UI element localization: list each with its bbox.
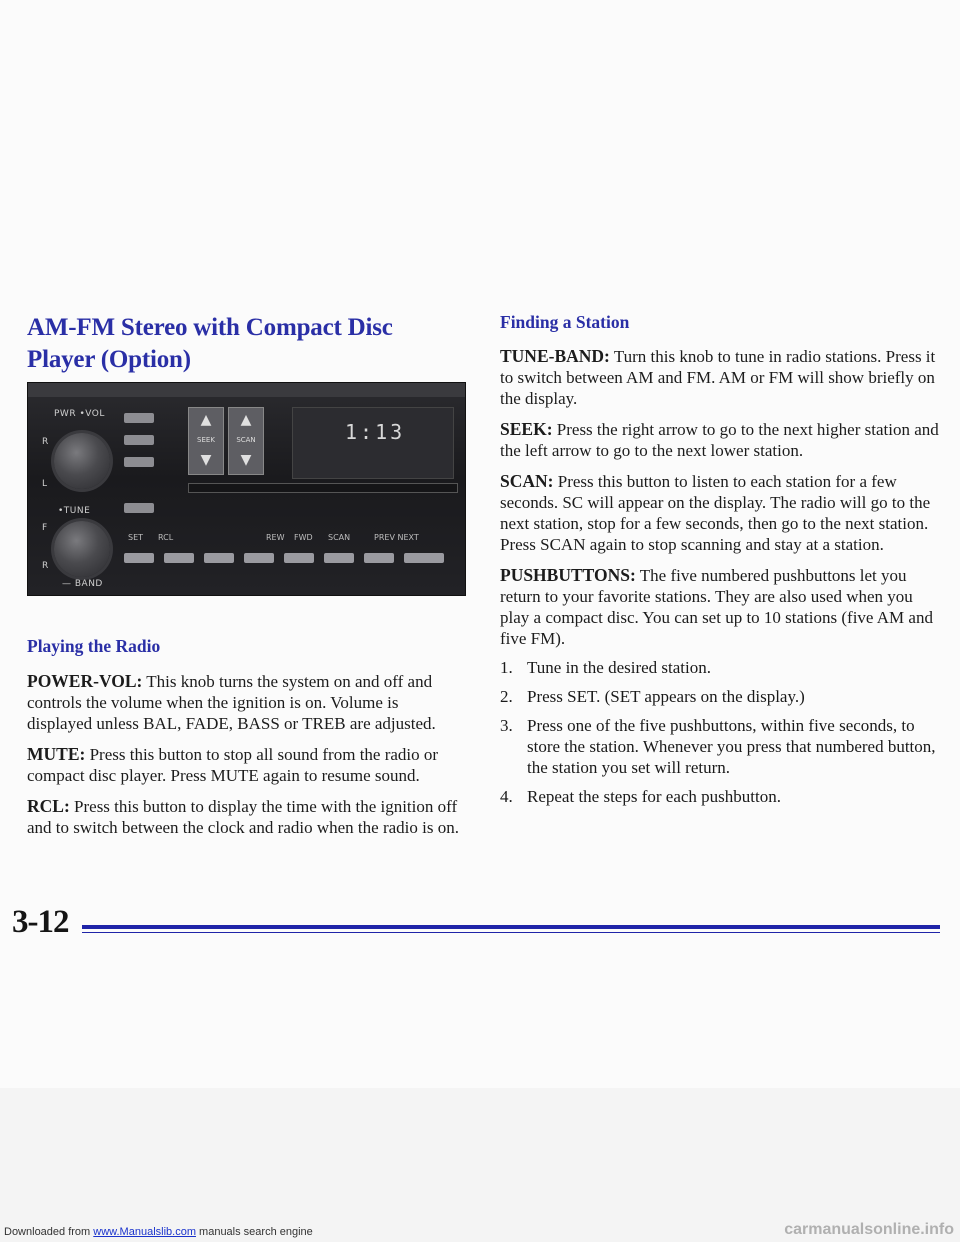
preset-button	[164, 553, 194, 563]
finding-station-heading: Finding a Station	[500, 312, 630, 332]
fwd-label: FWD	[294, 533, 313, 542]
display-time: 1:13	[345, 420, 406, 444]
preset-button	[404, 553, 444, 563]
step-number: 4.	[500, 787, 513, 806]
power-vol-paragraph	[27, 671, 459, 734]
tune-band-paragraph	[500, 346, 940, 409]
footer-rule	[82, 925, 940, 929]
term: SEEK:	[500, 419, 553, 439]
preset-button	[364, 553, 394, 563]
step-text: Press SET. (SET appears on the display.)	[527, 687, 805, 706]
steps-list	[500, 657, 940, 807]
term: POWER-VOL:	[27, 671, 143, 691]
page-title	[27, 312, 459, 376]
preset-button	[204, 553, 234, 563]
down-arrow-icon: ▼	[200, 452, 212, 468]
paragraph-text: Press this button to listen to each station for a few seconds. SC will appear on the display. The radio will go to the next station, stop for a few seconds, then go to the next station. Press SCAN again to stop scanning and stay at a station.	[500, 472, 931, 554]
seek-button	[188, 407, 224, 475]
balance-l-label: L	[42, 479, 48, 489]
power-volume-knob	[54, 433, 110, 489]
seek-paragraph	[500, 419, 940, 461]
term: SCAN:	[500, 471, 554, 491]
paragraph-text: Turn this knob to tune in radio stations. Press it to switch between AM and FM. AM or FM will show briefly on the display.	[500, 347, 936, 408]
preset-button	[284, 553, 314, 563]
set-label: SET	[128, 533, 144, 542]
radio-side-button	[124, 457, 154, 467]
step-number: 2.	[500, 687, 513, 706]
paragraph-text: The five numbered pushbuttons let you return to your favorite stations. They are also used when you play a compact disc. You can set up to 10 stations (five AM and five FM).	[500, 566, 933, 648]
playing-radio-heading: Playing the Radio	[27, 636, 161, 656]
download-suffix: manuals search engine	[195, 1226, 313, 1238]
download-note	[4, 1226, 313, 1238]
term: PUSHBUTTONS:	[500, 565, 636, 585]
up-arrow-icon: ▲	[200, 412, 212, 428]
pwr-vol-label: PWR •VOL	[54, 409, 105, 419]
footer-rule-thin	[82, 932, 940, 933]
radio-side-button	[124, 413, 154, 423]
scan-paragraph	[500, 471, 940, 555]
radio-faceplate-photo	[27, 382, 466, 596]
balance-r-label: R	[42, 437, 49, 447]
step-text: Repeat the steps for each pushbutton.	[527, 787, 781, 806]
band-label: — BAND	[62, 579, 103, 589]
rcl-paragraph	[27, 796, 459, 838]
radio-side-button	[124, 503, 154, 513]
seek-label: SEEK	[197, 436, 215, 444]
tune-label: •TUNE	[58, 506, 91, 516]
step-text: Press one of the five pushbuttons, within five seconds, to store the station. Whenever you press that numbered button, the station you set will return.	[527, 716, 936, 777]
preset-button	[324, 553, 354, 563]
paragraph-text: Press this button to stop all sound from the radio or compact disc player. Press MUTE again to resume sound.	[27, 745, 439, 785]
list-item	[500, 715, 940, 778]
prev-next-label: PREV NEXT	[374, 533, 419, 542]
step-text: Tune in the desired station.	[527, 658, 711, 677]
term: TUNE-BAND:	[500, 346, 610, 366]
page-number: 3-12	[12, 904, 69, 940]
radio-side-button	[124, 435, 154, 445]
term: RCL:	[27, 796, 70, 816]
left-column	[27, 312, 459, 376]
mute-paragraph	[27, 744, 459, 786]
paragraph-text: Press this button to display the time with the ignition off and to switch between the clock and radio when the radio is on.	[27, 797, 459, 837]
download-prefix: Downloaded from	[4, 1226, 94, 1238]
scan-button	[228, 407, 264, 475]
paragraph-text: This knob turns the system on and off and controls the volume when the ignition is on. Volume is displayed unless BAL, FADE, BASS or TREB are adjusted.	[27, 672, 436, 733]
faceplate-top-edge	[28, 383, 465, 397]
fade-r-label: R	[42, 561, 49, 571]
radio-display	[292, 407, 454, 479]
cd-slot	[188, 483, 458, 493]
paragraph-text: Press the right arrow to go to the next higher station and the left arrow to go to the next lower station.	[500, 420, 939, 460]
preset-button	[244, 553, 274, 563]
list-item	[500, 786, 940, 807]
list-item	[500, 686, 940, 707]
pushbuttons-paragraph	[500, 565, 940, 649]
rew-label: REW	[266, 533, 285, 542]
step-number: 3.	[500, 716, 513, 735]
watermark: carmanualsonline.info	[784, 1221, 954, 1238]
preset-button	[124, 553, 154, 563]
bottom-margin	[0, 1088, 960, 1242]
manualslib-link[interactable]: www.Manualslib.com	[93, 1226, 196, 1238]
cd-scan-label: SCAN	[328, 533, 351, 542]
scan-label: SCAN	[236, 436, 256, 444]
fade-f-label: F	[42, 523, 48, 533]
up-arrow-icon: ▲	[240, 412, 252, 428]
rcl-label: RCL	[158, 533, 174, 542]
list-item	[500, 657, 940, 678]
right-column	[500, 312, 940, 807]
title-line-2: Player (Option)	[27, 346, 191, 373]
term: MUTE:	[27, 744, 86, 764]
tune-band-knob	[54, 521, 110, 577]
title-line-1: AM-FM Stereo with Compact Disc	[27, 314, 393, 341]
down-arrow-icon: ▼	[240, 452, 252, 468]
step-number: 1.	[500, 658, 513, 677]
left-body	[27, 636, 459, 838]
